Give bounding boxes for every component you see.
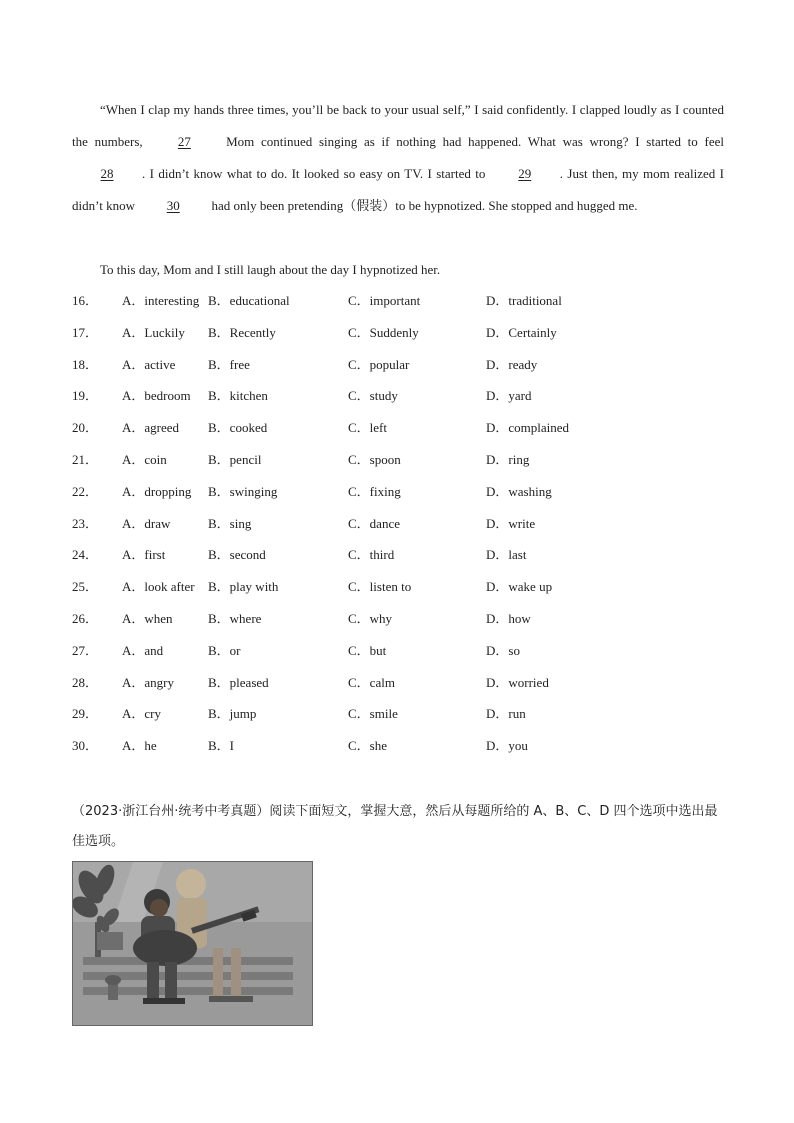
option-a[interactable]: A．bedroom — [122, 388, 191, 404]
option-c[interactable]: C．important — [348, 293, 421, 308]
option-b[interactable]: B．educational — [208, 293, 290, 308]
question-row — [72, 673, 632, 693]
option-c[interactable]: C．third — [348, 547, 395, 563]
option-c[interactable]: C．calm — [348, 674, 395, 690]
question-row — [72, 450, 632, 470]
option-a[interactable]: A．active — [122, 356, 176, 372]
question-number: 18． — [72, 356, 99, 372]
question-number: 19． — [72, 388, 99, 404]
question-row — [72, 386, 632, 406]
option-c[interactable]: C．fixing — [348, 483, 401, 499]
question-row — [72, 418, 632, 438]
question-row — [72, 736, 632, 756]
question-number: 24． — [72, 547, 99, 563]
section-instructions: （2023·浙江台州·统考中考真题）阅读下面短文，掌握大意，然后从每题所给的 A、B、C、D 四个选项中选出最佳选项。 — [72, 804, 718, 849]
option-c[interactable]: C．but — [348, 642, 387, 658]
story-text-3: . I didn’t know what to do. It looked so easy on TV. I started to — [142, 166, 490, 181]
option-d[interactable]: D．ready — [486, 356, 538, 372]
blank-28: 28 — [100, 166, 114, 181]
option-d[interactable]: D．worried — [486, 674, 549, 690]
story-closing-paragraph — [72, 254, 724, 286]
option-a[interactable]: A．look after — [122, 579, 195, 595]
option-d[interactable]: D．you — [486, 738, 528, 754]
option-b[interactable]: B．kitchen — [208, 388, 268, 404]
option-d[interactable]: D．write — [486, 515, 536, 531]
option-c[interactable]: C．she — [348, 738, 388, 754]
question-number: 21． — [72, 452, 99, 467]
blank-30: 30 — [166, 198, 180, 213]
option-b[interactable]: B．free — [208, 356, 250, 372]
option-a[interactable]: A．first — [122, 547, 166, 563]
question-number: 22． — [72, 483, 99, 499]
option-c[interactable]: C．listen to — [348, 579, 412, 595]
option-a[interactable]: A．and — [122, 642, 164, 658]
option-c[interactable]: C．dance — [348, 515, 400, 531]
option-c[interactable]: C．why — [348, 611, 393, 626]
option-a[interactable]: A．coin — [122, 452, 167, 467]
option-c[interactable]: C．popular — [348, 356, 410, 372]
story-text-4: . Just then, my mom realized I didn’t know — [72, 166, 724, 213]
question-row — [72, 355, 632, 375]
question-row — [72, 545, 632, 565]
option-d[interactable]: D．yard — [486, 388, 532, 404]
option-b[interactable]: B．Recently — [208, 324, 276, 340]
illustration — [72, 861, 313, 1026]
option-b[interactable]: B．jump — [208, 706, 257, 722]
question-number: 26． — [72, 611, 99, 626]
option-a[interactable]: A．draw — [122, 515, 171, 531]
story-text-1: “When I clap my hands three times, you’ll be back to your usual self,” I said confidently. I clapped loudly as I counted the numbers, — [72, 102, 724, 149]
option-b[interactable]: B．pleased — [208, 674, 269, 690]
option-d[interactable]: D．how — [486, 611, 531, 626]
option-a[interactable]: A．interesting — [122, 293, 200, 308]
option-d[interactable]: D．so — [486, 642, 520, 658]
question-row — [72, 577, 632, 597]
option-b[interactable]: B．cooked — [208, 420, 268, 436]
option-a[interactable]: A．cry — [122, 706, 161, 722]
option-b[interactable]: B．play with — [208, 579, 279, 595]
option-b[interactable]: B．pencil — [208, 452, 262, 467]
option-d[interactable]: D．run — [486, 706, 526, 722]
story-closing-text: To this day, Mom and I still laugh about the day I hypnotized her. — [100, 262, 441, 277]
story-text-5: had only been pretending（假装）to be hypnotized. She stopped and hugged me. — [208, 198, 638, 213]
blank-29: 29 — [518, 166, 532, 181]
option-a[interactable]: A．angry — [122, 674, 174, 690]
blank-27: 27 — [177, 134, 191, 149]
question-row — [72, 641, 632, 661]
option-a[interactable]: A．Luckily — [122, 324, 185, 340]
story-paragraph — [72, 94, 724, 222]
option-a[interactable]: A．when — [122, 611, 173, 626]
question-row — [72, 291, 632, 311]
option-d[interactable]: D．wake up — [486, 579, 553, 595]
option-d[interactable]: D．traditional — [486, 293, 562, 308]
option-b[interactable]: B．where — [208, 611, 262, 626]
option-c[interactable]: C．spoon — [348, 452, 401, 467]
question-number: 16． — [72, 293, 99, 308]
option-b[interactable]: B．or — [208, 642, 241, 658]
question-number: 30． — [72, 738, 99, 754]
question-number: 23． — [72, 515, 99, 531]
option-d[interactable]: D．last — [486, 547, 527, 563]
option-c[interactable]: C．smile — [348, 706, 398, 722]
option-c[interactable]: C．study — [348, 388, 398, 404]
question-row — [72, 609, 632, 629]
question-row — [72, 514, 632, 534]
option-d[interactable]: D．complained — [486, 420, 570, 436]
question-number: 17． — [72, 324, 99, 340]
option-a[interactable]: A．agreed — [122, 420, 180, 436]
option-c[interactable]: C．left — [348, 420, 387, 436]
option-b[interactable]: B．swinging — [208, 483, 278, 499]
question-number: 20． — [72, 420, 99, 436]
option-b[interactable]: B．sing — [208, 515, 252, 531]
option-d[interactable]: D．Certainly — [486, 324, 557, 340]
story-text-2: Mom continued singing as if nothing had happened. What was wrong? I started to feel — [219, 134, 724, 149]
option-b[interactable]: B．I — [208, 738, 235, 754]
option-d[interactable]: D．ring — [486, 452, 530, 467]
question-row — [72, 482, 632, 502]
option-a[interactable]: A．he — [122, 738, 157, 754]
question-row — [72, 704, 632, 724]
option-a[interactable]: A．dropping — [122, 483, 192, 499]
question-number: 28． — [72, 674, 99, 690]
question-row — [72, 323, 632, 343]
question-number: 29． — [72, 706, 99, 722]
option-c[interactable]: C．Suddenly — [348, 324, 419, 340]
option-d[interactable]: D．washing — [486, 483, 552, 499]
question-number: 25． — [72, 579, 99, 595]
children-playing-guitar-image — [73, 862, 312, 1025]
question-number: 27． — [72, 642, 99, 658]
option-b[interactable]: B．second — [208, 547, 266, 563]
